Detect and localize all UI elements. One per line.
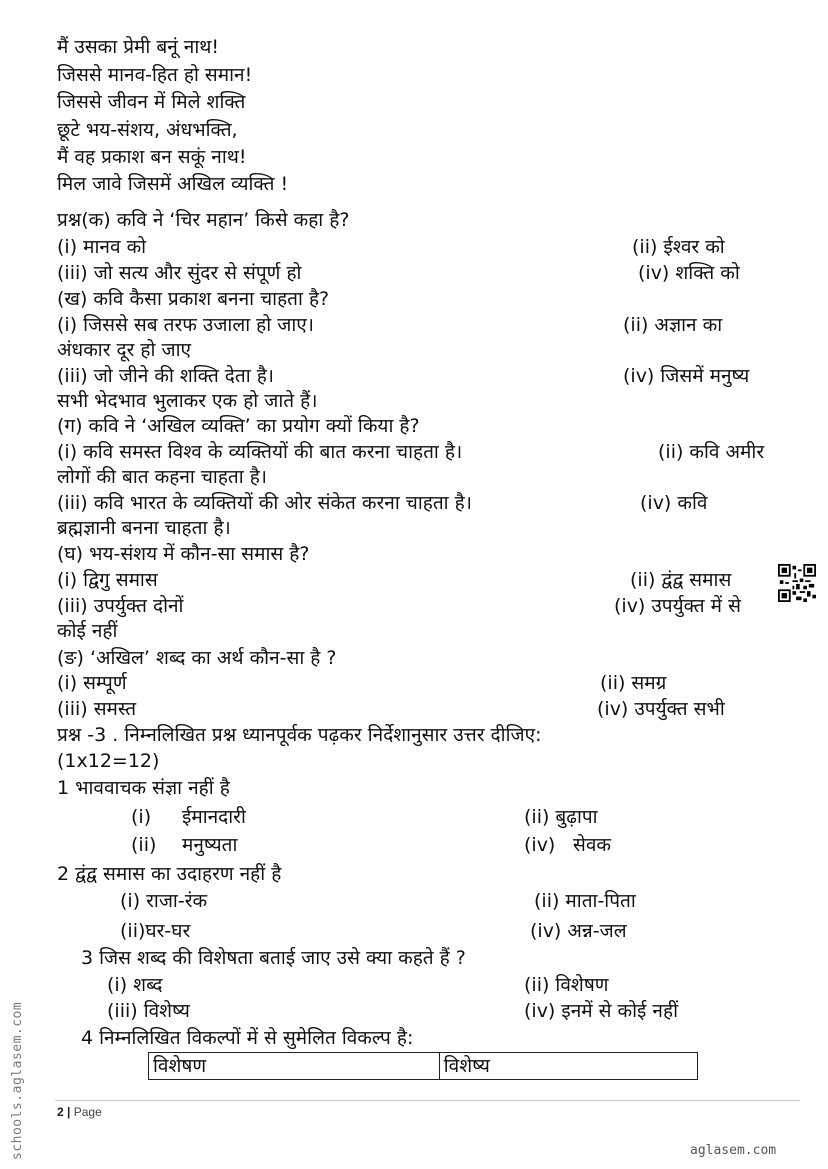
sub-question-3: 3 जिस शब्द की विशेषता बताई जाए उसे क्या कहते हैं ?: [81, 947, 466, 969]
option: (ii) द्वंद्व समास: [630, 569, 732, 591]
page-label: Page: [73, 1105, 102, 1119]
option: मनुष्यता: [182, 834, 238, 856]
section-heading: प्रश्न -3 . निम्नलिखित प्रश्न ध्यानपूर्वक पढ़कर निर्देशानुसार उत्तर दीजिए:: [57, 724, 542, 746]
option: ईमानदारी: [182, 806, 246, 828]
option: (i) द्विगु समास: [57, 569, 158, 591]
option: (i) जिससे सब तरफ उजाला हो जाए।: [57, 314, 314, 336]
poem-line-2: जिससे मानव-हित हो समान!: [57, 64, 253, 86]
question-ga: (ग) कवि ने ‘अखिल व्यक्ति’ का प्रयोग क्यों किया है?: [57, 415, 420, 437]
option: (iv) शक्ति को: [638, 262, 740, 284]
option: (ii) समग्र: [600, 672, 667, 694]
option: (ii) बुढ़ापा: [524, 806, 598, 828]
site-watermark: aglasem.com: [690, 1143, 777, 1158]
option-number: (ii): [131, 834, 157, 856]
option-number: (iv): [524, 834, 556, 856]
qr-code-icon: [778, 564, 816, 602]
poem-line-1: मैं उसका प्रेमी बनूं नाथ!: [57, 36, 220, 58]
footer-divider: [55, 1100, 800, 1101]
page-footer: [57, 1105, 102, 1119]
sub-question-2: 2 द्वंद्व समास का उदाहरण नहीं है: [57, 863, 282, 885]
option: (iv) उपर्युक्त में से: [614, 595, 741, 617]
page-number: 2: [57, 1105, 64, 1119]
option: (iii) विशेष्य: [107, 1000, 190, 1022]
option: (iii) उपर्युक्त दोनों: [57, 595, 184, 617]
option: (i) शब्द: [107, 974, 163, 996]
option: (iv) उपर्युक्त सभी: [597, 698, 725, 720]
option: (iii) कवि भारत के व्यक्तियों की ओर संकेत करना चाहता है।: [57, 492, 472, 514]
option-continued: कोई नहीं: [57, 620, 118, 642]
option: (i) राजा-रंक: [120, 890, 208, 912]
option: (ii) माता-पिता: [534, 890, 636, 912]
poem-line-3: जिससे जीवन में मिले शक्ति: [57, 91, 246, 113]
option: (ii) ईश्वर को: [632, 236, 725, 258]
option: (iii) जो जीने की शक्ति देता है।: [57, 365, 274, 387]
question-gha: (घ) भय-संशय में कौन-सा समास है?: [57, 543, 310, 565]
option: (iv) जिसमें मनुष्य: [623, 365, 750, 387]
option-continued: सभी भेदभाव भुलाकर एक हो जाते हैं।: [57, 390, 318, 412]
option: (i) सम्पूर्ण: [57, 672, 127, 694]
table-row: [149, 1053, 698, 1080]
option-continued: लोगों की बात कहना चाहता है।: [57, 466, 267, 488]
option-number: (i): [131, 806, 152, 828]
question-kha: (ख) कवि कैसा प्रकाश बनना चाहता है?: [57, 288, 330, 310]
option: (ii) विशेषण: [524, 974, 609, 996]
poem-line-5: मैं वह प्रकाश बन सकूं नाथ!: [57, 146, 247, 168]
option: (iii) समस्त: [57, 698, 137, 720]
side-watermark: schools.aglasem.com: [10, 1001, 25, 1160]
option: (iv) इनमें से कोई नहीं: [524, 1000, 678, 1022]
question-nga: (ङ) ‘अखिल’ शब्द का अर्थ कौन-सा है ?: [57, 647, 337, 669]
option: (i) कवि समस्त विश्व के व्यक्तियों की बात करना चाहता है।: [57, 441, 463, 463]
marks-label: (1x12=12): [57, 750, 160, 772]
option: (ii) अज्ञान का: [623, 314, 723, 336]
table-header-cell: विशेष्य: [439, 1053, 697, 1080]
option: (iii) जो सत्य और सुंदर से संपूर्ण हो: [57, 262, 302, 284]
poem-line-4: छूटे भय-संशय, अंधभक्ति,: [57, 119, 238, 141]
option-continued: अंधकार दूर हो जाए: [57, 339, 192, 361]
option: (iv) अन्न-जल: [530, 920, 627, 942]
option-continued: ब्रह्मज्ञानी बनना चाहता है।: [57, 517, 231, 539]
sub-question-4: 4 निम्नलिखित विकल्पों में से सुमेलित विकल्प है:: [81, 1027, 414, 1049]
poem-line-6: मिल जावे जिसमें अखिल व्यक्ति !: [57, 173, 289, 195]
option: (i) मानव को: [57, 236, 147, 258]
option: सेवक: [573, 834, 612, 856]
question-ka: प्रश्न(क) कवि ने ‘चिर महान’ किसे कहा है?: [57, 209, 350, 231]
option: (ii)घर-घर: [120, 920, 191, 942]
matching-table: [148, 1052, 698, 1080]
footer-separator: |: [67, 1105, 71, 1119]
sub-question-1: 1 भाववाचक संज्ञा नहीं है: [57, 777, 230, 799]
option: (iv) कवि: [640, 492, 708, 514]
option: (ii) कवि अमीर: [658, 441, 765, 463]
table-header-cell: विशेषण: [149, 1053, 440, 1080]
